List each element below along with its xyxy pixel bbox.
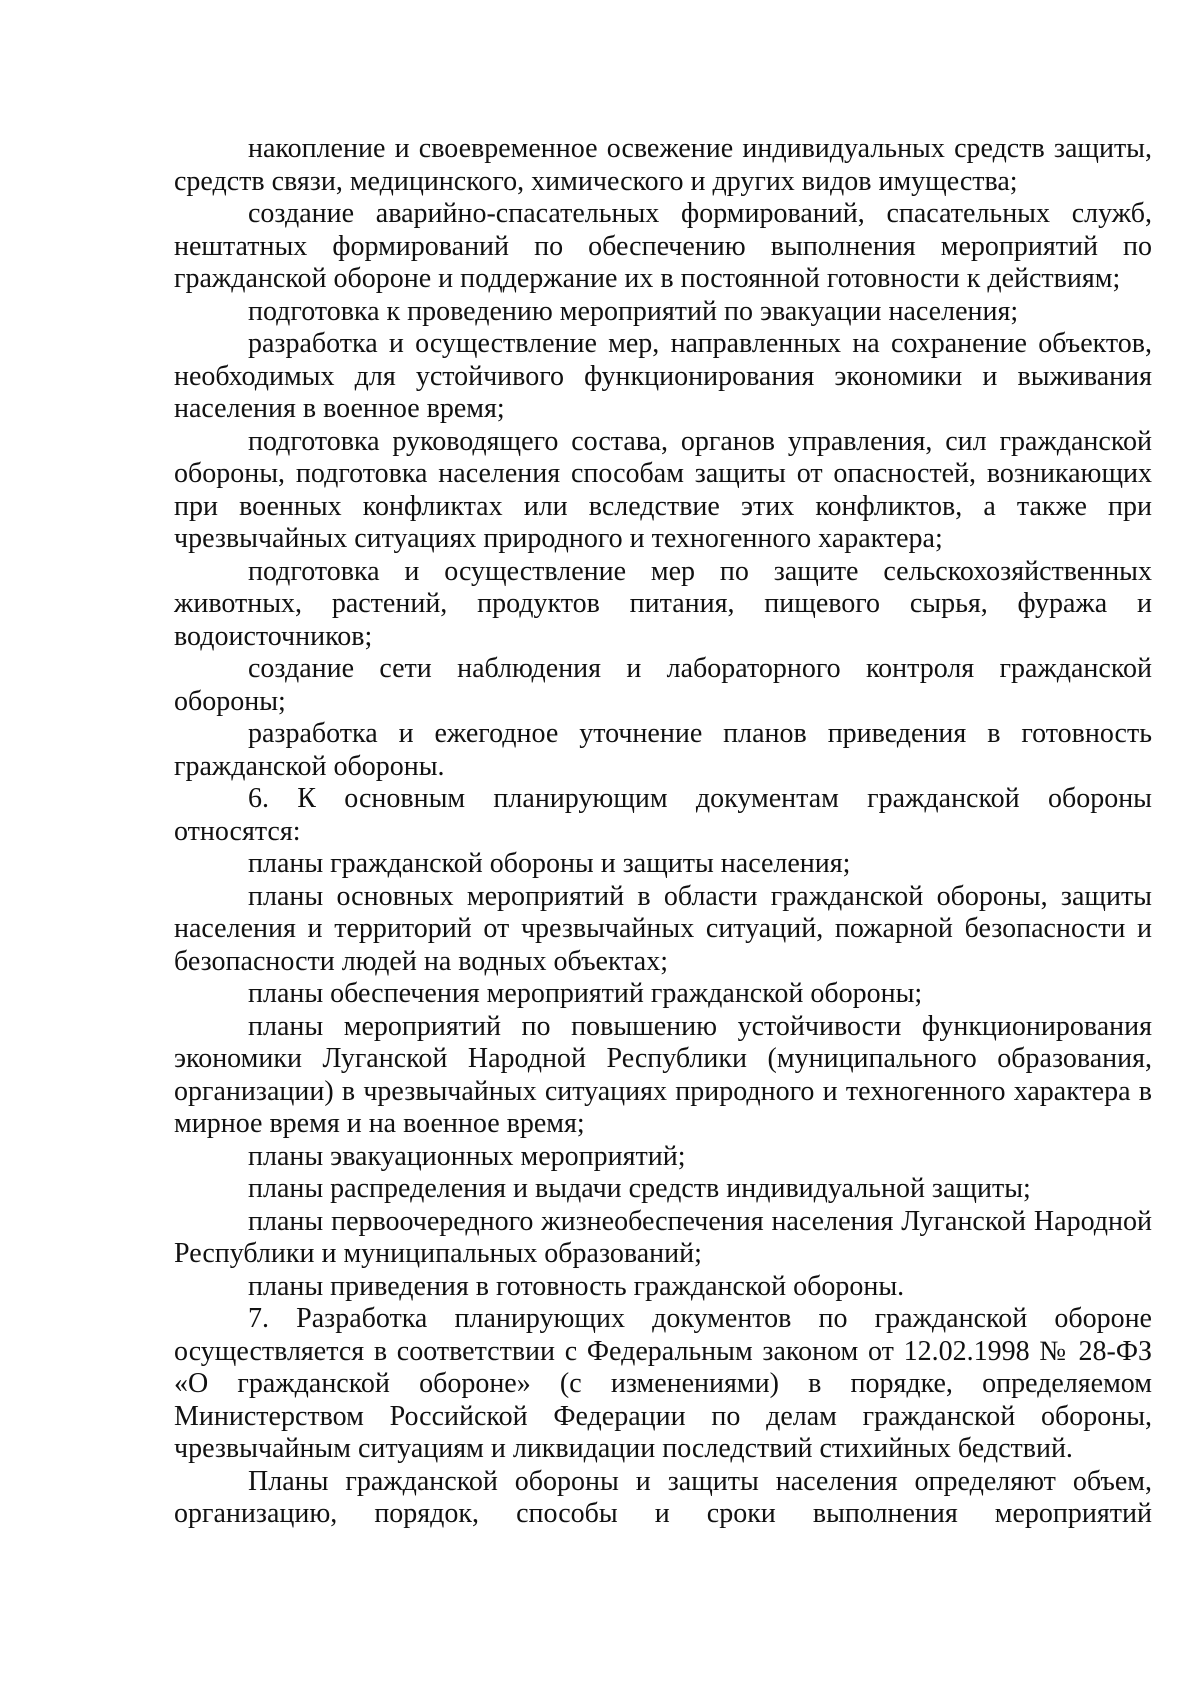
list-item-ppe-distribution-plans: планы распределения и выдачи средств индивидуальной защиты; (248, 1173, 1031, 1204)
list-item-defense-plans: планы гражданской обороны и защиты населения; (248, 848, 851, 879)
paragraph-preservation-measures: разработка и осуществление мер, направленных на сохранение объектов, необходимых для устойчивого функционирования экономики и выживания населения в военное время; (174, 328, 1152, 424)
document-body (174, 133, 1152, 1531)
list-item-evacuation-plans: планы эвакуационных мероприятий; (248, 1140, 686, 1172)
paragraph-staff-training: подготовка руководящего состава, органов управления, сил гражданской обороны, подготовка населения способам защиты от опасностей, возникающих при военных конфликтах или вследствие этих конфликтов, а также при чрезвычайных ситуациях природного и техногенного характера; (174, 425, 1152, 554)
paragraph-section-6: 6. К основным планирующим документам гражданской обороны относятся: (174, 783, 1152, 847)
paragraph-observation-network: создание сети наблюдения и лабораторного контроля гражданской обороны; (174, 653, 1152, 717)
list-item-main-measures-plans: планы основных мероприятий в области гражданской обороны, защиты населения и территорий от чрезвычайных ситуаций, пожарной безопасности и безопасности людей на водных объектах; (174, 880, 1152, 977)
paragraph-section-7: 7. Разработка планирующих документов по гражданской обороне осуществляется в соответствии с Федеральным законом от 12.02.1998 № 28-ФЗ «О гражданской обороне» (с изменениями) в порядке, определяемом Министерством Российской Федерации по делам гражданской обороны, чрезвычайным ситуациям и ликвидации последствий стихийных бедствий. (174, 1303, 1152, 1464)
list-item-life-support-plans: планы первоочередного жизнеобеспечения населения Луганской Народной Республики и муниципальных образований; (174, 1205, 1152, 1269)
list-item-sustainability-plans: планы мероприятий по повышению устойчивости функционирования экономики Луганской Народной Республики (муниципального образования, организации) в чрезвычайных ситуациях природного и техногенного характера в мирное время и на военное время; (174, 1010, 1152, 1139)
paragraph-rescue-formations: создание аварийно-спасательных формирований, спасательных служб, нештатных формирований по обеспечению выполнения мероприятий по гражданской обороне и поддержание их в постоянной готовности к действиям; (174, 198, 1152, 294)
paragraph-readiness-plans: разработка и ежегодное уточнение планов приведения в готовность гражданской обороны. (174, 718, 1152, 782)
paragraph-individual-protection: накопление и своевременное освежение индивидуальных средств защиты, средств связи, медицинского, химического и других видов имущества; (174, 133, 1152, 197)
list-item-readiness-plans: планы приведения в готовность гражданской обороны. (248, 1270, 905, 1302)
paragraph-evacuation-preparation: подготовка к проведению мероприятий по эвакуации населения; (248, 295, 1019, 327)
paragraph-plans-scope: Планы гражданской обороны и защиты населения определяют объем, организацию, порядок, способы и сроки выполнения мероприятий (174, 1465, 1152, 1529)
paragraph-agriculture-protection: подготовка и осуществление мер по защите сельскохозяйственных животных, растений, продуктов питания, пищевого сырья, фуража и водоисточников; (174, 555, 1152, 652)
list-item-support-plans: планы обеспечения мероприятий гражданской обороны; (248, 978, 923, 1009)
